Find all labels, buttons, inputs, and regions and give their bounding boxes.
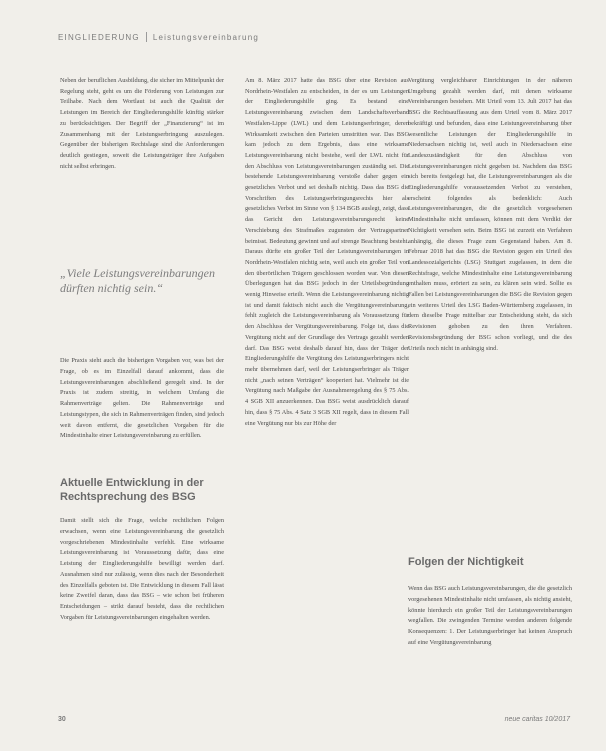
column-1-intro (60, 76, 224, 172)
column-1-middle (60, 350, 224, 448)
paragraph: Vergütung vergleichbarer Einrichtungen in der näheren Umgebung gezahlt werden darf, mit denen wirksame Vereinbarungen bestehen. Mit Urteil vom 13. Juli 2017 hat das BSG die Rechtsauffassung aus dem Urteil vom 8. März 2017 bekräftigt und befunden, dass eine Leistungsvereinbarung über wesentliche Leistungen der Eingliederungshilfe in Niedersachsen nichtig ist, weil auch in Niedersachsen eine Landeszuständigkeit für den Abschluss von Leistungsvereinbarungen nicht gegeben ist. Nachdem das BSG sich bereits festgelegt hat, die Leistungsvereinbarungen als die Eingliederungshilfe voraussetzenden Verbot zu verstehen, erscheint folgendes als bedenklich: Auch Leistungsvereinbarungen, die die gesetzlich vorgesehenen Mindestinhalte nicht umfassen, können mit dem Verdikt der Nichtigkeit versehen sein. Beim BSG ist zurzeit ein Verfahren anhängig, die dieses Frage zum Gegenstand haben. Am 8. Februar 2018 hat das BSG die Revision gegen ein Urteil des Landessozialgerichts (LSG) Stuttgart zugelassen, in dem die Rechtsfrage, welche Mindestinhalte eine Leistungsvereinbarung enthalten muss, erörtert zu sein, zu klären sein wird. Sollte es Fallen bei Leistungsvereinbarungen die BSG die Revision gegen ein weiteres Urteil des LSG Baden-Württemberg zugelassen, in dem dieselbe Frage mittelbar zur Entscheidung steht, da sich Revisionen gehoben zu den ihren Verfahren. Revisionsbegründung der BSG schon vorliegt, und die des Urteils noch nicht in anhängig sind. (408, 77, 572, 352)
column-1-bottom (60, 510, 224, 630)
pull-quote: „Viele Leistungsvereinbarungen dürften nichtig sein.“ (60, 266, 215, 295)
page-number: 30 (58, 716, 66, 723)
header-subsection: Leistungsvereinbarung (152, 32, 259, 42)
paragraph: Damit stellt sich die Frage, welche rechtlichen Folgen erwachsen, wenn eine Leistungsvereinbarung die gesetzlich vorgeschriebenen Mindestinhalte verfehlt. Eine wirksame Leistungsvereinbarung ist Voraussetzung dafür, dass eine Leistung der Eingliederungshilfe bewilligt werden darf. Ausnahmen sind nur zulässig, wenn dies nach der Besonderheit des Einzelfalls geboten ist. Die Entwicklung in diesem Fall lässt keine Zweifel daran, dass das BSG – wie schon bei früheren Entscheidungen – strikt darauf besteht, dass die rechtlichen Vorgaben für Leistungsvereinbarungen eingehalten werden. (60, 517, 224, 621)
section-heading-developments: Aktuelle Entwicklung in der Rechtsprechung des BSG (60, 477, 204, 503)
journal-footer: neue caritas 10/2017 (504, 716, 570, 723)
running-header (58, 32, 259, 42)
paragraph: Neben der beruflichen Ausbildung, die sicher im Mittelpunkt der Regelung steht, geht es um die Förderung von Leistungen zur Teilhabe. Nach dem Wortlaut ist auch die Qualität der Leistungen im Bereich der Eingliederungshilfe künftig stärker zu berücksichtigen. Der Begriff der „Finanzierung“ ist im Zusammenhang mit der Leistungserbringung auszulegen. Gegenüber der bisherigen Rechtslage sind die Anforderungen deutlich gestiegen, soweit die Leistungsträger ihre Aufgaben nicht selbst erbringen. (60, 77, 224, 170)
column-3-top (408, 76, 572, 354)
section-heading-consequences: Folgen der Nichtigkeit (408, 556, 524, 568)
header-divider (146, 32, 147, 42)
column-2 (245, 76, 409, 429)
paragraph: Die Praxis sieht auch die bisherigen Vorgaben vor, was bei der Frage, ob es im Einzelfall darauf ankommt, dass die Leistungsvereinbarungen abschließend geregelt sind. In der Praxis ist zudem streitig, in welchem Umfang die Rahmenverträge gelten. Die Rahmenverträge und Leistungstypen, die sich in Rahmenverträgen finden, sind jedoch weit davon entfernt, die gesetzlichen Vorgaben für die Mindestinhalte einer Leistungsvereinbarung zu erfüllen. (60, 357, 224, 440)
header-section: EINGLIEDERUNG (58, 32, 140, 42)
paragraph: Wenn das BSG auch Leistungsvereinbarungen, die die gesetzlich vorgesehenen Mindestinhalte nicht umfassen, als nichtig ansieht, könnte hierdurch ein großer Teil der Leistungsvereinbarungen wegfallen. Die zwingenden Termine werden anderen folgende Konsequenzen: 1. Der Leistungserbringer hat keinen Anspruch auf eine Vergütungsvereinbarung (408, 585, 572, 646)
paragraph: Am 8. März 2017 hatte das BSG über eine Revision aus Nordrhein-Westfalen zu entscheiden, in der es um Leistungen der Eingliederungshilfe ging. Es bestand eine Leistungsvereinbarung zwischen dem Landschaftsverband Westfalen-Lippe (LWL) und dem Leistungserbringer, deren Wirksamkeit zwischen den Parteien umstritten war. Das BSG kam jedoch zu dem Ergebnis, dass eine wirksame Leistungsvereinbarung nicht bestehe, weil der LWL nicht für den Abschluss von Leistungsvereinbarungen zuständig sei. Die bestehende Leistungsvereinbarung verstoße daher gegen ein gesetzliches Verbot und sei deshalb nichtig. Dass das BSG die Vorschriften des Leistungserbringungsrechts hier als gesetzliches Verbot im Sinne von § 134 BGB auslegt, zeigt, dass das Gericht den Leistungsvereinbarungsrecht keine Verschiebung des Strafmaßes zugunsten der Vertragspartner beimisst. Bedeutung gewinnt und auf strenge Beachtung besteht. Daraus dürfte ein großer Teil der Leistungsvereinbarungen in Nordrhein-Westfalen nichtig sein, weil auch ein großer Teil von den überörtlichen Trägern geschlossen worden war. Von diesen Überlegungen hat das BSG jedoch in der Urteilsbegründung wenig Hinweise erteilt. Wenn die Leistungsvereinbarung nichtig ist und damit faktisch nicht auch die Vergütungsvereinbarung, fehlt zugleich die Leistungsvereinbarung als Voraussetzung für den Abschluss der Vergütungsvereinbarung. Folge ist, dass die Vergütung nicht auf der Grundlage des Vertrags gezahlt werden darf. Das BSG weist deshalb darauf hin, dass der Träger der Eingliederungshilfe die Vergütung des Leistungserbringers nicht mehr übernehmen darf, weil der Leistungserbringer als Träger nicht „nach seinen Verträgen“ kooperiert hat. Vielmehr ist die Vergütung nach Maßgabe der Ausnahmeregelung des § 75 Abs. 4 SGB XII anzuerkennen. Das BSG weist ausdrücklich darauf hin, dass § 75 Abs. 4 Satz 3 SGB XII regelt, dass in diesem Fall eine Vergütung nur bis zur Höhe der (245, 77, 409, 427)
column-3-bottom (408, 578, 572, 655)
